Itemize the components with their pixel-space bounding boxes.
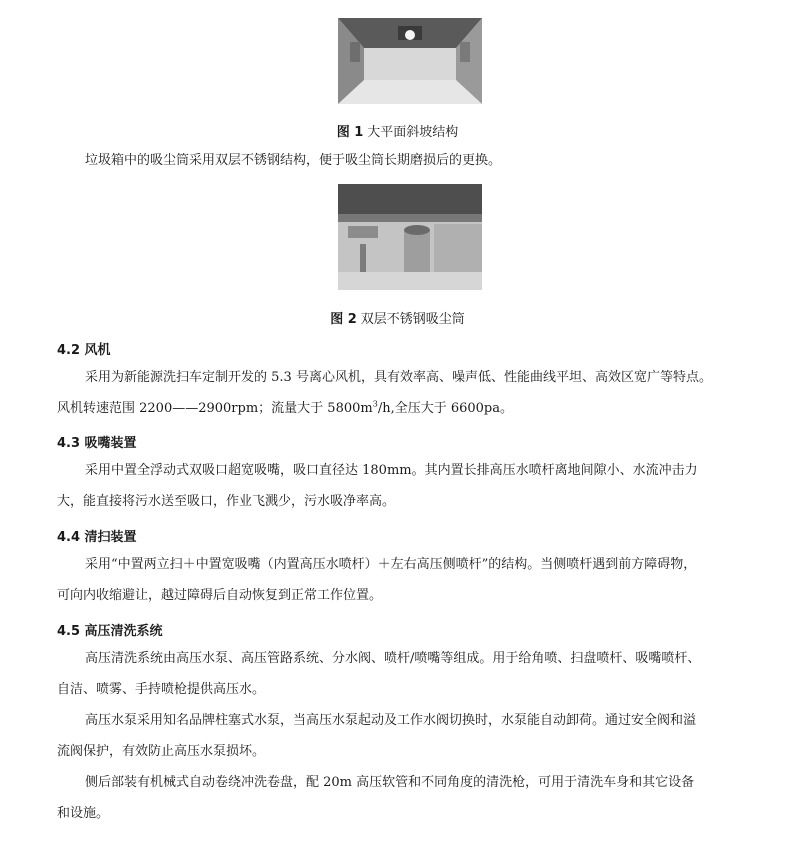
paragraph-line	[57, 393, 741, 424]
paragraph-line: 采用为新能源洗扫车定制开发的 5.3 号离心风机，具有效率高、噪声低、性能曲线平坦、高效区宽广等特点。	[85, 370, 712, 385]
figure-2-photo	[338, 184, 482, 290]
paragraph-line: 高压水泵采用知名品牌柱塞式水泵，当高压水泵起动及工作水阀切换时，水泵能自动卸荷。通过安全阀和溢	[85, 713, 697, 728]
section-heading-4-5: 4.5 高压清洗系统	[57, 624, 163, 639]
paragraph-line: 流阀保护，有效防止高压水泵损坏。	[57, 744, 266, 759]
paragraph-line: 和设施。	[57, 806, 110, 821]
section-4-4-paragraph	[57, 549, 741, 611]
section-4-2-paragraph	[57, 362, 741, 424]
paragraph-line: 高压清洗系统由高压水泵、高压管路系统、分水阀、喷杆/喷嘴等组成。用于给角喷、扫盘喷杆、吸嘴喷杆、	[85, 651, 701, 666]
figure-1-photo	[338, 18, 482, 104]
figure-1-number: 图 1	[336, 125, 364, 140]
section-heading-4-4: 4.4 清扫装置	[57, 530, 137, 545]
figure-2-caption	[0, 308, 795, 327]
paragraph-line: 大，能直接将污水送至吸口，作业飞溅少，污水吸净率高。	[57, 494, 396, 509]
section-heading-4-3: 4.3 吸嘴装置	[57, 436, 137, 451]
paragraph-line-part: /h,全压大于 6600pa。	[377, 401, 513, 416]
paragraph-line: 侧后部装有机械式自动卷绕冲洗卷盘，配 20m 高压软管和不同角度的清洗枪，可用于清洗车身和其它设备	[85, 775, 695, 790]
section-4-3-paragraph	[57, 455, 741, 517]
paragraph-line: 垃圾箱中的吸尘筒采用双层不锈钢结构，便于吸尘筒长期磨损后的更换。	[85, 153, 502, 168]
section-4-5-paragraph-1	[57, 643, 741, 705]
figure-2-title: 双层不锈钢吸尘筒	[360, 312, 465, 327]
section-4-5-paragraph-3	[57, 767, 741, 829]
paragraph-line-part: 风机转速范围 2200——2900rpm；流量大于 5800m	[57, 401, 373, 416]
paragraph-line: 采用中置全浮动式双吸口超宽吸嘴，吸口直径达 180mm。其内置长排高压水喷杆离地间隙小、水流冲击力	[85, 463, 698, 478]
section-4-5-paragraph-2	[57, 705, 741, 767]
paragraph-line: 自洁、喷雾、手持喷枪提供高压水。	[57, 682, 266, 697]
unit-superscript: 3	[372, 399, 378, 409]
paragraph-line: 可向内收缩避让，越过障碍后自动恢复到正常工作位置。	[57, 588, 383, 603]
paragraph-after-figure-1	[57, 145, 741, 176]
figure-1-caption	[0, 121, 795, 140]
figure-1-title: 大平面斜坡结构	[367, 125, 459, 140]
section-heading-4-2: 4.2 风机	[57, 343, 111, 358]
paragraph-line: 采用“中置两立扫＋中置宽吸嘴（内置高压水喷杆）＋左右高压侧喷杆”的结构。当侧喷杆遇到前方障碍物，	[85, 557, 697, 572]
figure-2-number: 图 2	[330, 312, 357, 327]
